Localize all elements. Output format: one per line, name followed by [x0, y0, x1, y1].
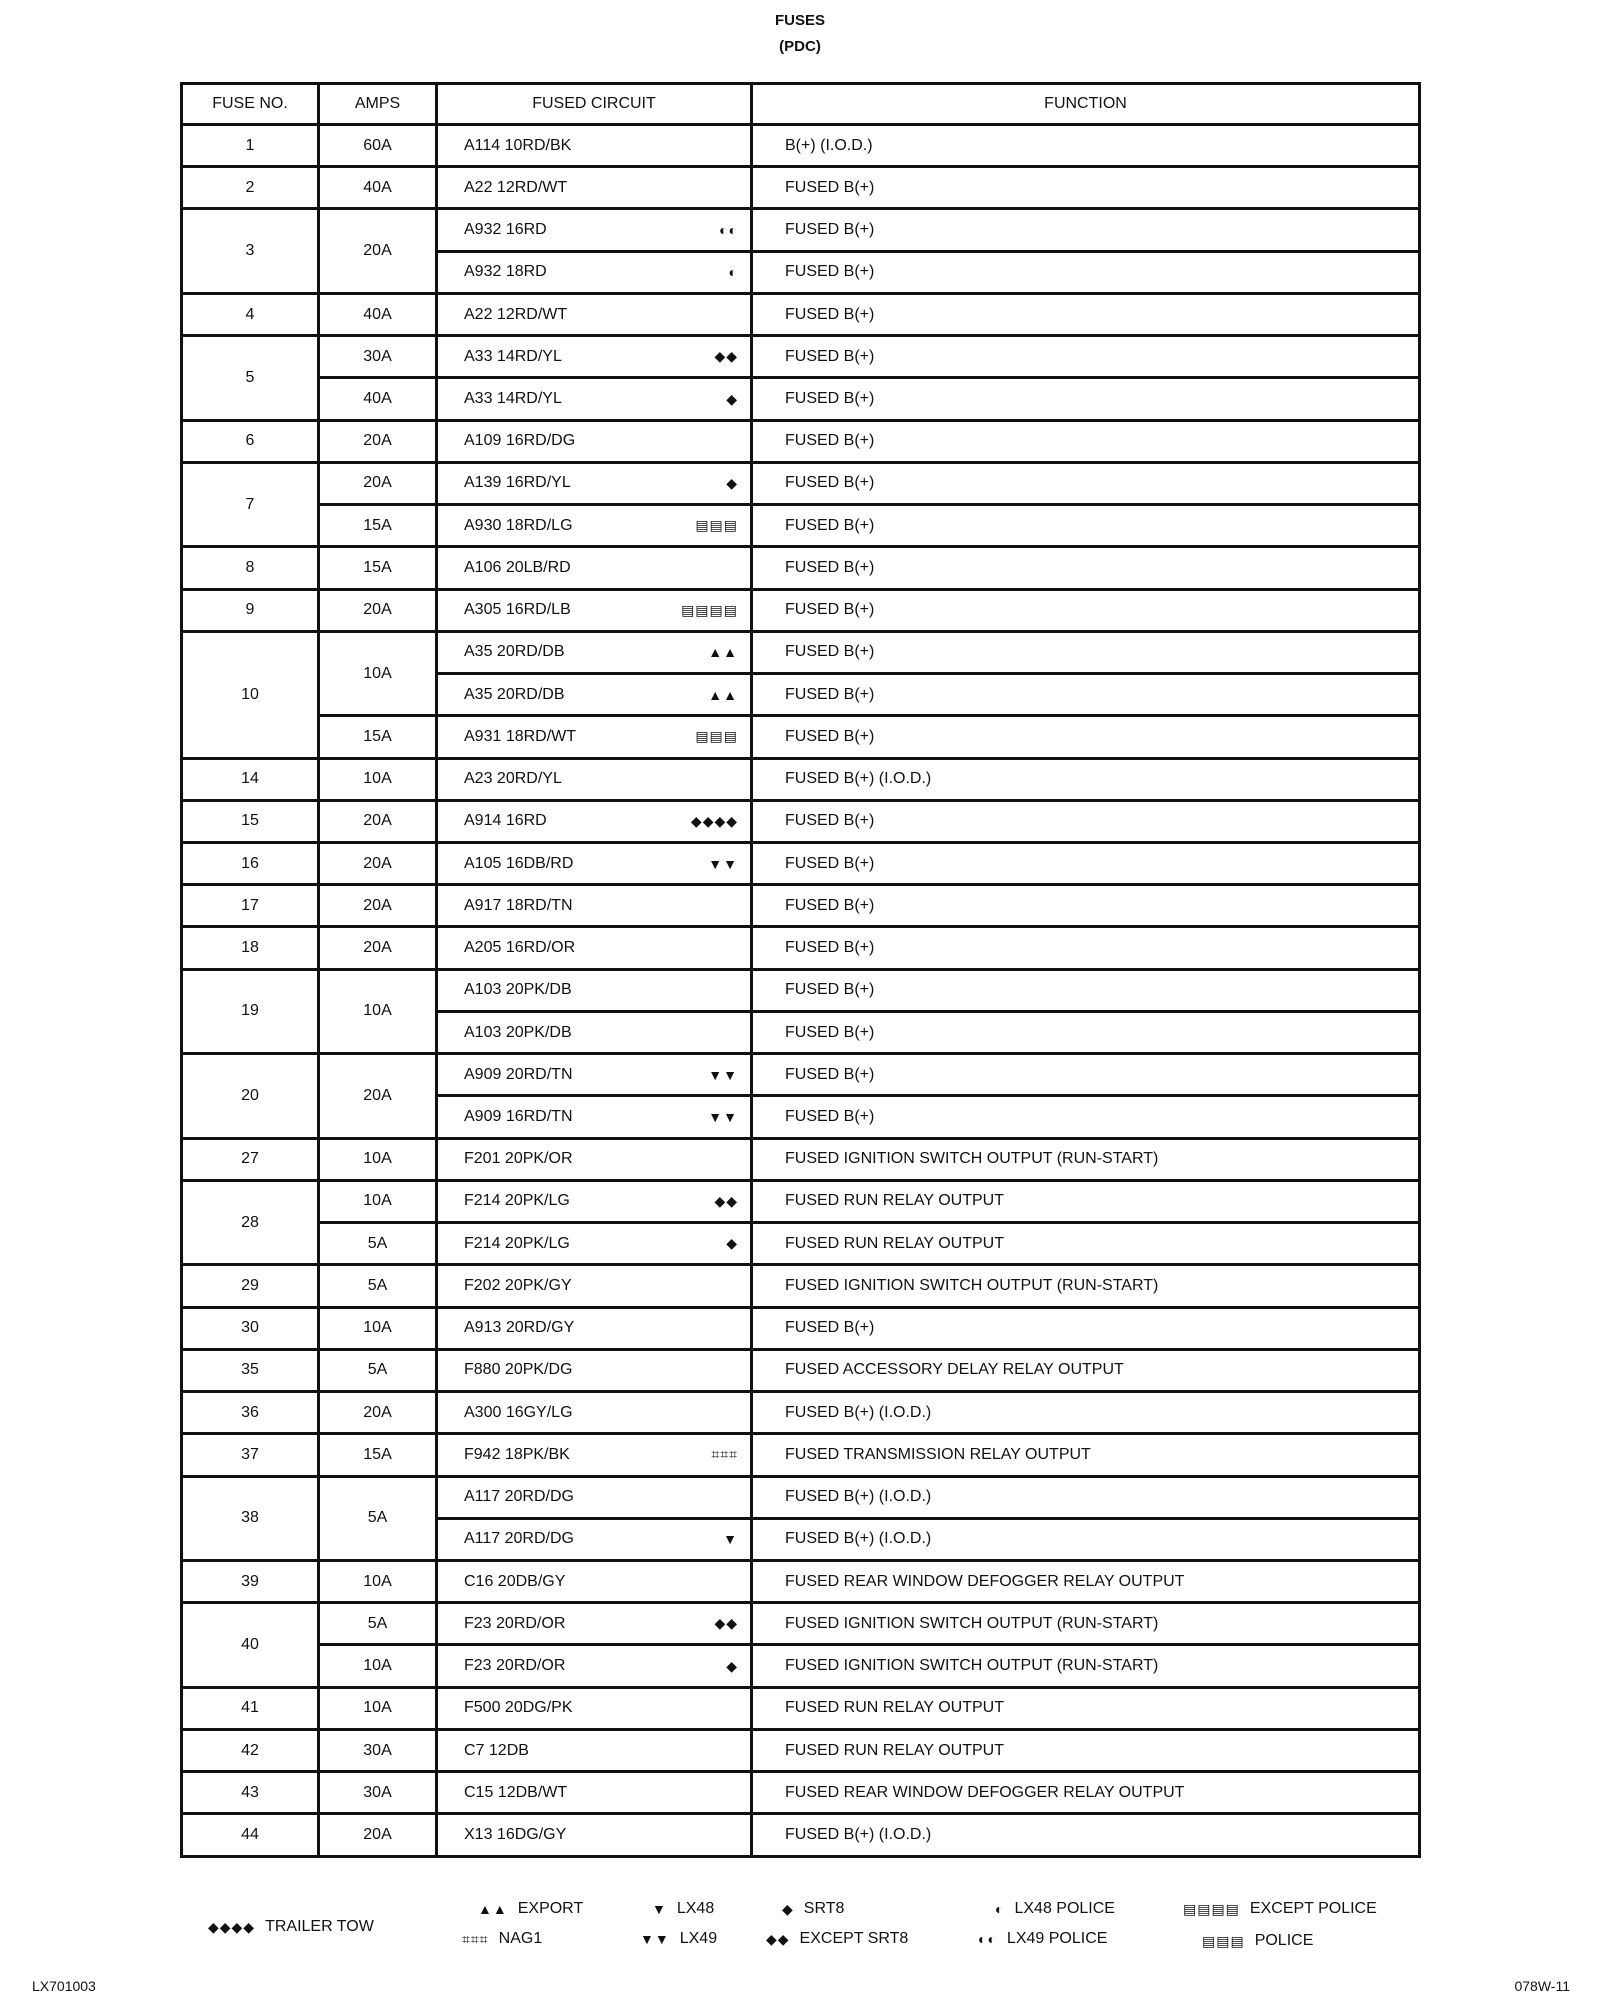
fuse-number: 9	[182, 589, 319, 631]
lx48-icon: ▼	[652, 1901, 667, 1917]
fuse-number: 8	[182, 547, 319, 589]
circuit-code: F942 18PK/BK	[464, 1445, 570, 1463]
fuse-number: 18	[182, 927, 319, 969]
circuit-code: X13 16DG/GY	[464, 1826, 567, 1844]
fuse-amps: 20A	[319, 420, 437, 462]
fuse-amps: 10A	[319, 631, 437, 715]
lx49-icon: ▼▼	[708, 855, 738, 872]
fuse-amps: 20A	[319, 885, 437, 927]
table-row	[182, 209, 1420, 251]
fused-circuit-cell	[437, 927, 752, 969]
except-srt8-icon: ◆◆	[714, 348, 738, 365]
fuse-number: 41	[182, 1687, 319, 1729]
export-icon: ▲▲	[708, 686, 738, 703]
srt8-icon: ◆	[726, 474, 738, 491]
fuse-number: 15	[182, 800, 319, 842]
fused-circuit-cell	[437, 800, 752, 842]
fuse-amps: 5A	[319, 1476, 437, 1560]
circuit-code: A913 20RD/GY	[464, 1319, 575, 1337]
circuit-code: A931 18RD/WT	[464, 727, 577, 745]
police-icon: ▤▤▤	[695, 728, 738, 745]
fuse-amps: 20A	[319, 1392, 437, 1434]
legend-item-lx48	[652, 1900, 714, 1918]
lx49-police-icon: ◐◐	[719, 222, 738, 239]
fuse-amps: 40A	[319, 293, 437, 335]
fused-circuit-cell	[437, 1138, 752, 1180]
fuse-amps: 30A	[319, 1772, 437, 1814]
fuse-amps: 40A	[319, 378, 437, 420]
legend-item-nag1	[462, 1930, 542, 1948]
table-row	[182, 1434, 1420, 1476]
table-row	[182, 293, 1420, 335]
circuit-code: A139 16RD/YL	[464, 474, 571, 492]
circuit-code: A35 20RD/DB	[464, 643, 565, 661]
trailer-tow-icon: ◆◆◆◆	[690, 812, 738, 829]
table-row	[182, 758, 1420, 800]
fuse-amps: 5A	[319, 1265, 437, 1307]
fuse-number: 42	[182, 1729, 319, 1771]
fuse-function: FUSED B(+)	[752, 462, 1420, 504]
fuse-amps: 10A	[319, 1645, 437, 1687]
except-srt8-icon: ◆◆	[714, 1192, 738, 1209]
fuse-amps: 15A	[319, 1434, 437, 1476]
srt8-icon: ◆	[726, 1657, 738, 1674]
trailer-tow-icon: ◆◆◆◆	[208, 1918, 256, 1935]
fuse-table	[180, 82, 1421, 1858]
table-row	[182, 336, 1420, 378]
circuit-code: A909 16RD/TN	[464, 1108, 573, 1125]
legend-label: LX49	[679, 1930, 718, 1947]
lx49-icon: ▼▼	[708, 1109, 738, 1125]
fuse-number: 16	[182, 842, 319, 884]
circuit-code: A22 12RD/WT	[464, 178, 568, 196]
fused-circuit-cell	[437, 842, 752, 884]
legend-item-lx49	[640, 1930, 717, 1948]
lx49-police-icon: ◐◐	[978, 1931, 997, 1947]
fuse-function: FUSED B(+)	[752, 336, 1420, 378]
circuit-code: A33 14RD/YL	[464, 390, 562, 408]
legend-label: LX49 POLICE	[1006, 1930, 1108, 1947]
fuse-function: FUSED B(+)	[752, 1011, 1420, 1053]
except-police-icon: ▤▤▤▤	[1183, 1900, 1240, 1917]
legend-label: SRT8	[803, 1900, 845, 1917]
table-row	[182, 589, 1420, 631]
table-row	[182, 462, 1420, 504]
circuit-code: A117 20RD/DG	[464, 1530, 574, 1548]
col-header-function: FUNCTION	[752, 84, 1420, 125]
fuse-number: 39	[182, 1560, 319, 1602]
table-row	[182, 716, 1420, 758]
police-icon: ▤▤▤	[1202, 1932, 1245, 1949]
fuse-function: FUSED B(+)	[752, 1096, 1420, 1138]
fused-circuit-cell	[437, 631, 752, 673]
table-row	[182, 927, 1420, 969]
fuse-number: 35	[182, 1349, 319, 1391]
table-row	[182, 1560, 1420, 1602]
fuse-amps: 20A	[319, 800, 437, 842]
srt8-icon: ◆	[782, 1900, 794, 1917]
fused-circuit-cell	[437, 462, 752, 504]
export-icon: ▲▲	[708, 644, 738, 661]
fuse-function: FUSED B(+)	[752, 378, 1420, 420]
fuse-number: 20	[182, 1054, 319, 1138]
circuit-code: A114 10RD/BK	[464, 136, 572, 154]
export-icon: ▲▲	[478, 1901, 508, 1917]
table-row	[182, 1603, 1420, 1645]
fuse-function: FUSED RUN RELAY OUTPUT	[752, 1687, 1420, 1729]
table-header-row	[182, 84, 1420, 125]
fuse-amps: 15A	[319, 547, 437, 589]
fuse-function: FUSED B(+)	[752, 800, 1420, 842]
table-row	[182, 1180, 1420, 1222]
circuit-code: A22 12RD/WT	[464, 305, 568, 323]
circuit-code: A909 20RD/TN	[464, 1065, 573, 1083]
fused-circuit-cell	[437, 378, 752, 420]
fuse-function: FUSED B(+)	[752, 631, 1420, 673]
legend-label: EXCEPT POLICE	[1249, 1900, 1377, 1917]
fuse-amps: 20A	[319, 1814, 437, 1857]
fuse-number: 5	[182, 336, 319, 420]
fused-circuit-cell	[437, 1772, 752, 1814]
fuse-function: FUSED B(+)	[752, 167, 1420, 209]
table-row	[182, 1729, 1420, 1771]
fuse-number: 10	[182, 631, 319, 758]
except-srt8-icon: ◆◆	[766, 1930, 790, 1947]
fuse-function: FUSED B(+)	[752, 1307, 1420, 1349]
circuit-code: F500 20DG/PK	[464, 1699, 573, 1717]
page-title	[0, 8, 1600, 60]
fuse-amps: 10A	[319, 1138, 437, 1180]
fuse-amps: 10A	[319, 1560, 437, 1602]
fuse-number: 2	[182, 167, 319, 209]
title-line-2: (PDC)	[779, 38, 821, 55]
circuit-code: A103 20PK/DB	[464, 1023, 572, 1041]
fused-circuit-cell	[437, 1011, 752, 1053]
fuse-function: FUSED RUN RELAY OUTPUT	[752, 1729, 1420, 1771]
legend-label: NAG1	[498, 1930, 543, 1947]
table-row	[182, 1687, 1420, 1729]
fuse-amps: 5A	[319, 1223, 437, 1265]
fuse-function: FUSED B(+)	[752, 505, 1420, 547]
circuit-code: F201 20PK/OR	[464, 1150, 573, 1168]
circuit-code: F23 20RD/OR	[464, 1657, 566, 1675]
fuse-amps: 5A	[319, 1349, 437, 1391]
fuse-amps: 10A	[319, 758, 437, 800]
fused-circuit-cell	[437, 1223, 752, 1265]
fuse-table-body	[182, 125, 1420, 1857]
legend-label: EXPORT	[517, 1900, 584, 1917]
circuit-code: A305 16RD/LB	[464, 601, 571, 619]
circuit-code: A914 16RD	[464, 812, 547, 830]
fuse-function: FUSED B(+) (I.O.D.)	[752, 1392, 1420, 1434]
fuse-number: 6	[182, 420, 319, 462]
circuit-code: A930 18RD/LG	[464, 516, 573, 534]
circuit-code: A932 18RD	[464, 263, 547, 281]
table-row	[182, 378, 1420, 420]
legend-label: LX48	[676, 1900, 715, 1917]
table-row	[182, 1645, 1420, 1687]
fuse-function: FUSED RUN RELAY OUTPUT	[752, 1180, 1420, 1222]
fused-circuit-cell	[437, 674, 752, 716]
fuse-amps: 15A	[319, 716, 437, 758]
lx49-icon: ▼▼	[708, 1066, 738, 1083]
fused-circuit-cell	[437, 1434, 752, 1476]
circuit-code: F880 20PK/DG	[464, 1361, 573, 1379]
fuse-number: 28	[182, 1180, 319, 1264]
table-row	[182, 1814, 1420, 1857]
fuse-number: 7	[182, 462, 319, 546]
fuse-number: 43	[182, 1772, 319, 1814]
circuit-code: C7 12DB	[464, 1741, 529, 1759]
fuse-amps: 5A	[319, 1603, 437, 1645]
fuse-amps: 20A	[319, 589, 437, 631]
table-row	[182, 1054, 1420, 1096]
fused-circuit-cell	[437, 758, 752, 800]
fused-circuit-cell	[437, 1096, 752, 1138]
fuse-number: 14	[182, 758, 319, 800]
fuse-function: FUSED B(+) (I.O.D.)	[752, 758, 1420, 800]
fused-circuit-cell	[437, 1180, 752, 1222]
circuit-code: A23 20RD/YL	[464, 770, 562, 788]
fused-circuit-cell	[437, 1349, 752, 1391]
fuse-number: 17	[182, 885, 319, 927]
circuit-code: A917 18RD/TN	[464, 896, 573, 914]
fuse-function: FUSED B(+)	[752, 1054, 1420, 1096]
fuse-number: 4	[182, 293, 319, 335]
fuse-number: 44	[182, 1814, 319, 1857]
fused-circuit-cell	[437, 505, 752, 547]
nag1-icon: ⌗⌗⌗	[711, 1446, 738, 1463]
fuse-number: 19	[182, 969, 319, 1053]
fused-circuit-cell	[437, 167, 752, 209]
fuse-function: FUSED IGNITION SWITCH OUTPUT (RUN-START)	[752, 1138, 1420, 1180]
except-srt8-icon: ◆◆	[714, 1615, 738, 1632]
except-police-icon: ▤▤▤▤	[681, 601, 738, 618]
nag1-icon: ⌗⌗⌗	[462, 1930, 489, 1947]
fuse-function: FUSED B(+) (I.O.D.)	[752, 1814, 1420, 1857]
table-row	[182, 505, 1420, 547]
table-row	[182, 1392, 1420, 1434]
legend-label: LX48 POLICE	[1014, 1900, 1115, 1917]
fuse-function: FUSED B(+)	[752, 674, 1420, 716]
table-row	[182, 1138, 1420, 1180]
fuse-number: 1	[182, 125, 319, 167]
fused-circuit-cell	[437, 251, 752, 293]
lx48-icon: ▼	[723, 1531, 738, 1548]
fuse-number: 30	[182, 1307, 319, 1349]
fuse-function: FUSED B(+) (I.O.D.)	[752, 1476, 1420, 1518]
fused-circuit-cell	[437, 125, 752, 167]
fused-circuit-cell	[437, 716, 752, 758]
circuit-code: A117 20RD/DG	[464, 1488, 574, 1506]
fuse-function: FUSED IGNITION SWITCH OUTPUT (RUN-START)	[752, 1603, 1420, 1645]
table-row	[182, 842, 1420, 884]
fuse-amps: 60A	[319, 125, 437, 167]
fuse-function: FUSED B(+)	[752, 420, 1420, 462]
circuit-code: F214 20PK/LG	[464, 1234, 570, 1252]
fuse-function: FUSED B(+)	[752, 589, 1420, 631]
srt8-icon: ◆	[726, 390, 738, 407]
fused-circuit-cell	[437, 1265, 752, 1307]
legend	[0, 1900, 1600, 1970]
col-header-fuse-no: FUSE NO.	[182, 84, 319, 125]
fuse-amps: 20A	[319, 927, 437, 969]
circuit-code: A105 16DB/RD	[464, 854, 574, 872]
fuse-number: 37	[182, 1434, 319, 1476]
lx48-police-icon: ◐	[728, 264, 738, 281]
fuse-number: 38	[182, 1476, 319, 1560]
legend-item-export	[478, 1900, 583, 1918]
fused-circuit-cell	[437, 1729, 752, 1771]
circuit-code: C16 20DB/GY	[464, 1572, 566, 1590]
title-line-1: FUSES	[774, 12, 825, 29]
fuse-amps: 30A	[319, 336, 437, 378]
fuse-number: 40	[182, 1603, 319, 1687]
fused-circuit-cell	[437, 969, 752, 1011]
circuit-code: A106 20LB/RD	[464, 558, 571, 576]
fuse-function: FUSED B(+)	[752, 293, 1420, 335]
circuit-code: C15 12DB/WT	[464, 1783, 568, 1801]
fused-circuit-cell	[437, 420, 752, 462]
legend-label: EXCEPT SRT8	[799, 1930, 909, 1947]
fuse-number: 36	[182, 1392, 319, 1434]
fuse-function: FUSED IGNITION SWITCH OUTPUT (RUN-START)	[752, 1645, 1420, 1687]
circuit-code: F23 20RD/OR	[464, 1614, 566, 1632]
fused-circuit-cell	[437, 885, 752, 927]
fused-circuit-cell	[437, 1392, 752, 1434]
fuse-amps: 40A	[319, 167, 437, 209]
fuse-amps: 20A	[319, 842, 437, 884]
fused-circuit-cell	[437, 1687, 752, 1729]
fused-circuit-cell	[437, 547, 752, 589]
fuse-function: FUSED REAR WINDOW DEFOGGER RELAY OUTPUT	[752, 1560, 1420, 1602]
fused-circuit-cell	[437, 1054, 752, 1096]
table-row	[182, 420, 1420, 462]
fused-circuit-cell	[437, 1814, 752, 1857]
fuse-function: FUSED ACCESSORY DELAY RELAY OUTPUT	[752, 1349, 1420, 1391]
police-icon: ▤▤▤	[695, 517, 738, 534]
fuse-function: FUSED B(+) (I.O.D.)	[752, 1518, 1420, 1560]
legend-item-police	[1202, 1932, 1313, 1950]
table-row	[182, 547, 1420, 589]
table-row	[182, 167, 1420, 209]
table-row	[182, 800, 1420, 842]
fuse-amps: 10A	[319, 1307, 437, 1349]
legend-item-lx49-police	[978, 1930, 1107, 1948]
circuit-code: A205 16RD/OR	[464, 939, 576, 957]
circuit-code: A300 16GY/LG	[464, 1403, 573, 1421]
fuse-amps: 10A	[319, 1180, 437, 1222]
circuit-code: A109 16RD/DG	[464, 432, 576, 450]
fuse-function: FUSED IGNITION SWITCH OUTPUT (RUN-START)	[752, 1265, 1420, 1307]
fuse-function: FUSED B(+)	[752, 969, 1420, 1011]
circuit-code: A932 16RD	[464, 221, 547, 239]
fused-circuit-cell	[437, 1645, 752, 1687]
fuse-function: FUSED B(+)	[752, 209, 1420, 251]
fuse-amps: 15A	[319, 505, 437, 547]
fuse-amps: 20A	[319, 1054, 437, 1138]
table-row	[182, 885, 1420, 927]
legend-label: TRAILER TOW	[265, 1918, 374, 1935]
fuse-function: FUSED B(+)	[752, 547, 1420, 589]
table-row	[182, 1476, 1420, 1518]
fused-circuit-cell	[437, 1603, 752, 1645]
circuit-code: A33 14RD/YL	[464, 347, 562, 365]
page-code: 078W-11	[1514, 1978, 1570, 1994]
legend-item-except-police	[1183, 1900, 1377, 1918]
fuse-function: FUSED B(+)	[752, 885, 1420, 927]
legend-item-trailer-tow	[208, 1918, 374, 1936]
fused-circuit-cell	[437, 1476, 752, 1518]
table-row	[182, 1349, 1420, 1391]
fuse-number: 29	[182, 1265, 319, 1307]
legend-item-srt8	[782, 1900, 844, 1918]
table-row	[182, 1772, 1420, 1814]
circuit-code: A35 20RD/DB	[464, 685, 565, 703]
fused-circuit-cell	[437, 293, 752, 335]
fused-circuit-cell	[437, 336, 752, 378]
fuse-amps: 10A	[319, 1687, 437, 1729]
legend-item-except-srt8	[766, 1930, 908, 1948]
fused-circuit-cell	[437, 1560, 752, 1602]
col-header-fused-circuit: FUSED CIRCUIT	[437, 84, 752, 125]
fused-circuit-cell	[437, 589, 752, 631]
fuse-function: FUSED REAR WINDOW DEFOGGER RELAY OUTPUT	[752, 1772, 1420, 1814]
fuse-number: 3	[182, 209, 319, 293]
table-row	[182, 969, 1420, 1011]
fuse-amps: 20A	[319, 462, 437, 504]
fused-circuit-cell	[437, 209, 752, 251]
fused-circuit-cell	[437, 1518, 752, 1560]
srt8-icon: ◆	[726, 1235, 738, 1252]
circuit-code: F202 20PK/GY	[464, 1276, 572, 1294]
lx48-police-icon: ◐	[995, 1901, 1005, 1917]
table-row	[182, 125, 1420, 167]
fused-circuit-cell	[437, 1307, 752, 1349]
fuse-function: FUSED B(+)	[752, 842, 1420, 884]
fuse-amps: 10A	[319, 969, 437, 1053]
fuse-function: FUSED TRANSMISSION RELAY OUTPUT	[752, 1434, 1420, 1476]
legend-label: POLICE	[1254, 1932, 1314, 1949]
table-row	[182, 1307, 1420, 1349]
fuse-amps: 30A	[319, 1729, 437, 1771]
fuse-number: 27	[182, 1138, 319, 1180]
table-row	[182, 631, 1420, 673]
fuse-function: FUSED B(+)	[752, 927, 1420, 969]
drawing-number: LX701003	[32, 1978, 96, 1994]
legend-item-lx48-police	[995, 1900, 1115, 1918]
table-row	[182, 1265, 1420, 1307]
fuse-function: B(+) (I.O.D.)	[752, 125, 1420, 167]
col-header-amps: AMPS	[319, 84, 437, 125]
table-row	[182, 1223, 1420, 1265]
lx49-icon: ▼▼	[640, 1931, 670, 1947]
fuse-function: FUSED B(+)	[752, 716, 1420, 758]
fuse-amps: 20A	[319, 209, 437, 293]
circuit-code: F214 20PK/LG	[464, 1192, 570, 1210]
circuit-code: A103 20PK/DB	[464, 981, 572, 999]
fuse-function: FUSED RUN RELAY OUTPUT	[752, 1223, 1420, 1265]
fuse-function: FUSED B(+)	[752, 251, 1420, 293]
